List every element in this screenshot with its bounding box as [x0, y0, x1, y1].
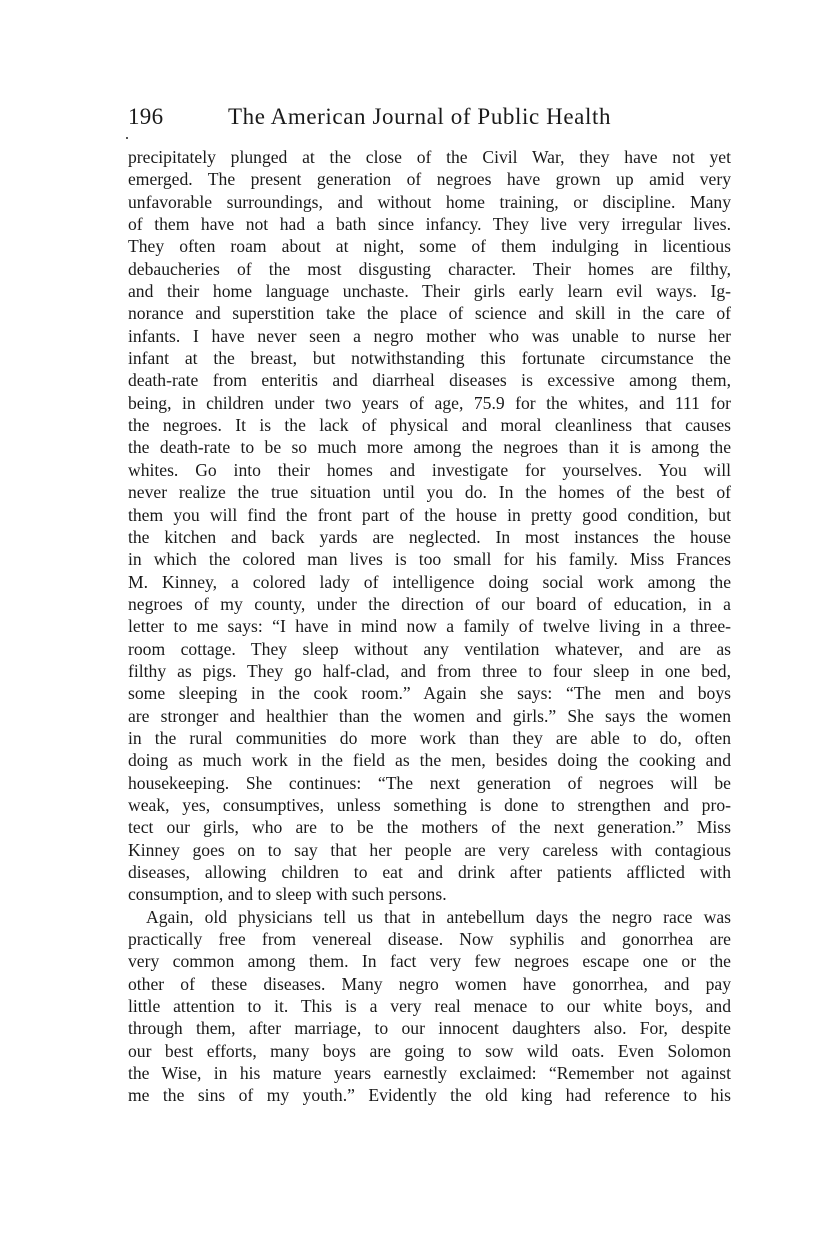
running-head — [128, 104, 730, 136]
text-line: and their home language unchaste. Their girls early learn evil ways. Ig- — [128, 281, 731, 302]
text-line: some sleeping in the cook room.” Again she says: “The men and boys — [128, 683, 731, 704]
text-line: the kitchen and back yards are neglected. In most instances the house — [128, 526, 731, 547]
text-line: debaucheries of the most disgusting character. Their homes are filthy, — [128, 258, 731, 279]
text-line: our best efforts, many boys are going to sow wild oats. Even Solomon — [128, 1040, 731, 1061]
text-line: filthy as pigs. They go half-clad, and from three to four sleep in one bed, — [128, 660, 731, 681]
paragraph-1 — [128, 146, 731, 906]
text-line: the Wise, in his mature years earnestly exclaimed: “Remember not against — [128, 1063, 731, 1084]
text-line: infants. I have never seen a negro mother who was unable to nurse her — [128, 325, 731, 346]
text-line: diseases, allowing children to eat and drink after patients afflicted with — [128, 862, 731, 882]
text-line: norance and superstition take the place of science and skill in the care of — [128, 303, 731, 324]
text-line: through them, after marriage, to our innocent daughters also. For, despite — [128, 1018, 731, 1039]
journal-title: The American Journal of Public Health — [228, 104, 612, 129]
article-body — [128, 146, 731, 1107]
text-line: precipitately plunged at the close of the Civil War, they have not yet — [128, 147, 731, 167]
text-line: death-rate from enteritis and diarrheal diseases is excessive among them, — [128, 370, 731, 391]
page-number: 196 — [128, 104, 164, 129]
text-line: room cottage. They sleep without any ventilation whatever, and are as — [128, 638, 731, 659]
paragraph-2 — [128, 906, 731, 1107]
text-line: doing as much work in the field as the men, besides doing the cooking and — [128, 750, 731, 771]
text-line: infant at the breast, but notwithstanding this fortunate circumstance the — [128, 348, 731, 369]
text-line: little attention to it. This is a very real menace to our white boys, and — [128, 996, 731, 1017]
text-line: in which the colored man lives is too small for his family. Miss Frances — [128, 549, 731, 570]
text-line: emerged. The present generation of negroes have grown up amid very — [128, 169, 731, 190]
text-line: me the sins of my youth.” Evidently the old king had reference to his — [128, 1085, 731, 1106]
text-line: very common among them. In fact very few negroes escape one or the — [128, 951, 731, 972]
text-line: the death-rate to be so much more among the negroes than it is among the — [128, 437, 731, 458]
text-line: the negroes. It is the lack of physical and moral cleanliness that causes — [128, 415, 731, 436]
text-line: housekeeping. She continues: “The next generation of negroes will be — [128, 772, 731, 793]
text-line: M. Kinney, a colored lady of intelligence doing social work among the — [128, 571, 731, 592]
text-line: of them have not had a bath since infancy. They live very irregular lives. — [128, 214, 731, 235]
text-line: are stronger and healthier than the women and girls.” She says the women — [128, 705, 731, 726]
text-line: unfavorable surroundings, and without home training, or discipline. Many — [128, 191, 731, 212]
print-mark — [126, 137, 128, 139]
text-line: them you will find the front part of the house in pretty good condition, but — [128, 504, 731, 525]
text-line: negroes of my county, under the direction of our board of education, in a — [128, 593, 731, 614]
text-line: in the rural communities do more work than they are able to do, often — [128, 727, 731, 748]
text-line: practically free from venereal disease. Now syphilis and gonorrhea are — [128, 929, 731, 950]
text-line: whites. Go into their homes and investigate for yourselves. You will — [128, 459, 731, 480]
text-line: tect our girls, who are to be the mothers of the next generation.” Miss — [128, 817, 731, 838]
text-line: being, in children under two years of age, 75.9 for the whites, and 111 for — [128, 392, 731, 413]
text-line: weak, yes, consumptives, unless something is done to strengthen and pro- — [128, 794, 731, 815]
text-line: other of these diseases. Many negro women have gonorrhea, and pay — [128, 973, 731, 994]
text-line: never realize the true situation until you do. In the homes of the best of — [128, 482, 731, 503]
text-line: Again, old physicians tell us that in antebellum days the negro race was — [146, 906, 731, 927]
text-line: letter to me says: “I have in mind now a family of twelve living in a three- — [128, 616, 731, 637]
text-line: They often roam about at night, some of them indulging in licentious — [128, 236, 731, 257]
text-line: Kinney goes on to say that her people are very careless with contagious — [128, 839, 731, 860]
text-line: consumption, and to sleep with such persons. — [128, 884, 447, 905]
